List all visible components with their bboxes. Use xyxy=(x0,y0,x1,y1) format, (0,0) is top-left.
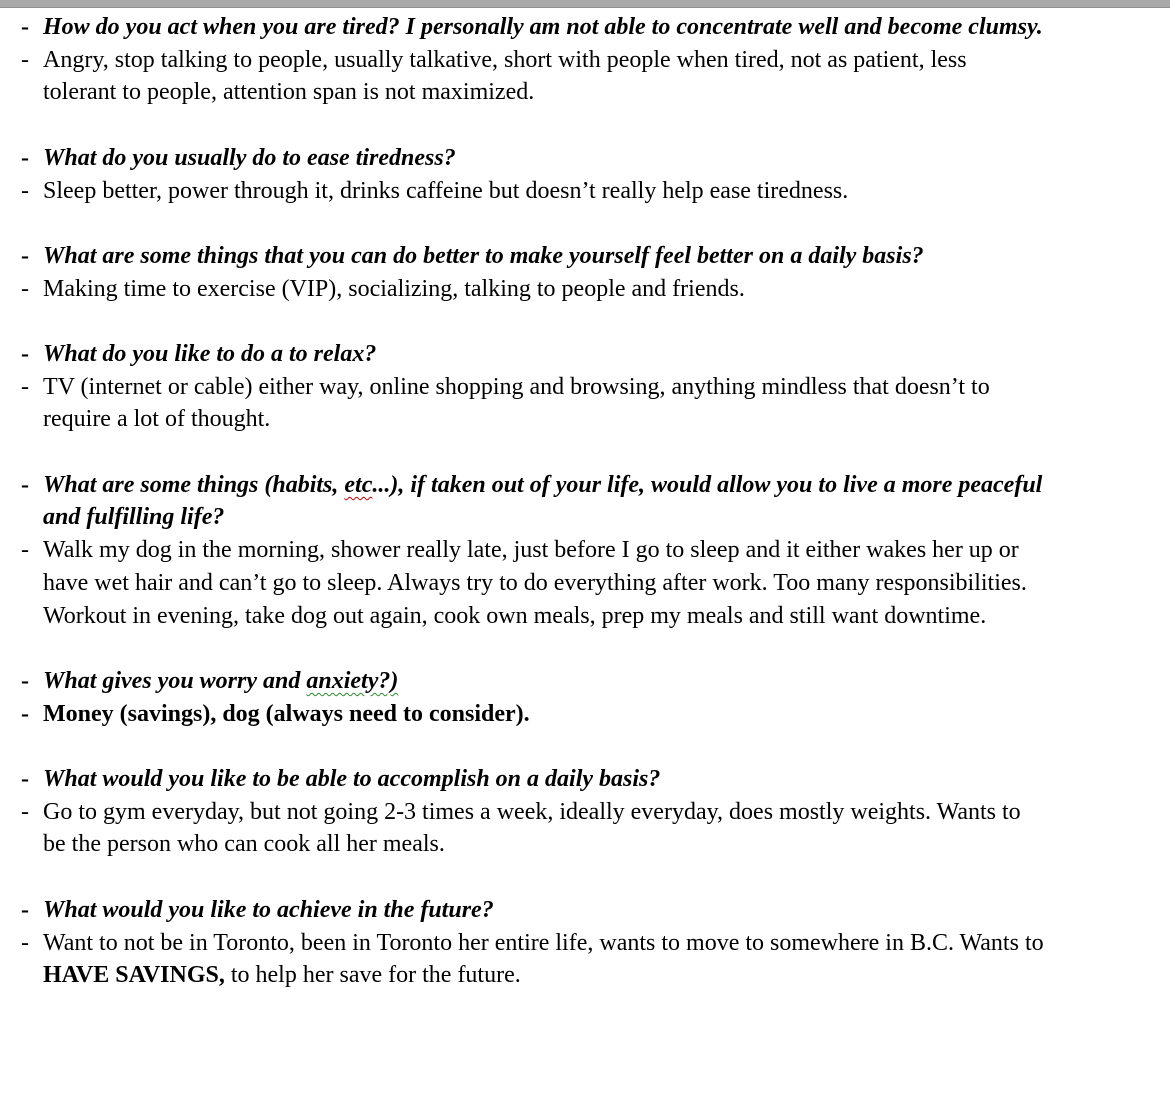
answer-text xyxy=(43,44,1045,109)
list-dash-marker: - xyxy=(21,896,29,923)
question-text xyxy=(43,142,1045,175)
answer-text xyxy=(43,796,1045,861)
text-run: What would you like to be able to accomplish on a daily basis? xyxy=(43,766,661,793)
text-run: Sleep better, power through it, drinks caffeine but doesn’t really help ease tiredness. xyxy=(43,177,849,204)
qa-group xyxy=(0,894,1170,992)
answer-text xyxy=(43,534,1045,632)
question-row xyxy=(0,894,1170,927)
text-run: Money (savings), dog (always need to consider). xyxy=(43,700,530,727)
qa-group xyxy=(0,11,1170,109)
qa-list xyxy=(0,11,1170,992)
list-dash-marker: - xyxy=(21,700,29,727)
qa-group xyxy=(0,469,1170,633)
list-dash-marker: - xyxy=(21,46,29,73)
question-row xyxy=(0,338,1170,371)
window-chrome-edge xyxy=(0,0,1170,8)
list-dash-marker: - xyxy=(21,275,29,302)
list-dash-marker: - xyxy=(21,667,29,694)
text-run: What gives you worry and xyxy=(43,667,307,694)
list-dash-marker: - xyxy=(21,471,29,498)
text-run: What are some things that you can do better to make yourself feel better on a daily basis? xyxy=(43,242,924,269)
question-row xyxy=(0,11,1170,44)
text-run: TV (internet or cable) either way, online shopping and browsing, anything mindless that doesn’t to require a lot of thought. xyxy=(43,373,990,433)
list-dash-marker: - xyxy=(21,14,29,40)
answer-text xyxy=(43,273,1045,306)
text-run: ...), if taken out of your life, would allow you to live a more peaceful and fulfilling life? xyxy=(43,471,1043,531)
text-run: Making time to exercise (VIP), socializing, talking to people and friends. xyxy=(43,275,745,302)
list-dash-marker: - xyxy=(21,340,29,367)
text-run: What are some things (habits, xyxy=(43,471,345,498)
question-row xyxy=(0,763,1170,796)
text-run: Walk my dog in the morning, shower really late, just before I go to sleep and it either wakes her up or have wet hair and can’t go to sleep. Always try to do everything after work. Too many responsibilities. Workout in evening, take dog out again, cook own meals, prep my meals and still want downtime. xyxy=(43,537,1027,629)
list-dash-marker: - xyxy=(21,144,29,171)
list-dash-marker: - xyxy=(21,242,29,269)
answer-row xyxy=(0,534,1170,632)
list-dash-marker: - xyxy=(21,798,29,825)
question-row xyxy=(0,665,1170,698)
question-row xyxy=(0,142,1170,175)
spellcheck-squiggle-text: etc xyxy=(344,471,373,498)
question-row xyxy=(0,469,1170,534)
answer-row xyxy=(0,44,1170,109)
text-run: What do you usually do to ease tiredness? xyxy=(43,144,456,171)
question-text xyxy=(43,763,1045,796)
answer-text xyxy=(43,371,1045,436)
list-dash-marker: - xyxy=(21,929,29,956)
qa-group xyxy=(0,763,1170,861)
list-dash-marker: - xyxy=(21,537,29,564)
answer-row xyxy=(0,927,1170,992)
text-run: What do you like to do a to relax? xyxy=(43,340,377,367)
text-run: What would you like to achieve in the future? xyxy=(43,896,494,923)
answer-row xyxy=(0,175,1170,208)
question-text xyxy=(43,894,1045,927)
question-text xyxy=(43,11,1045,44)
list-dash-marker: - xyxy=(21,373,29,400)
text-run: How do you act when you are tired? I personally am not able to concentrate well and become clumsy. xyxy=(43,14,1043,40)
answer-row xyxy=(0,698,1170,731)
text-run: Angry, stop talking to people, usually talkative, short with people when tired, not as patient, less tolerant to people, attention span is not maximized. xyxy=(43,46,967,106)
grammar-squiggle-text: anxiety?) xyxy=(306,667,399,694)
qa-group xyxy=(0,338,1170,436)
text-run: Go to gym everyday, but not going 2-3 times a week, ideally everyday, does mostly weights. Wants to be the person who can cook all her meals. xyxy=(43,798,1021,858)
answer-text xyxy=(43,927,1045,992)
qa-group xyxy=(0,240,1170,305)
question-text xyxy=(43,338,1045,371)
text-run: to help her save for the future. xyxy=(224,962,521,989)
answer-text xyxy=(43,175,1045,208)
question-row xyxy=(0,240,1170,273)
question-text xyxy=(43,469,1045,534)
text-run: Want to not be in Toronto, been in Toronto her entire life, wants to move to somewhere in B.C. Wants to xyxy=(43,929,1044,956)
qa-group xyxy=(0,665,1170,730)
question-text xyxy=(43,665,1045,698)
document-page xyxy=(0,8,1170,1045)
answer-row xyxy=(0,371,1170,436)
answer-row xyxy=(0,796,1170,861)
question-text xyxy=(43,240,1045,273)
qa-group xyxy=(0,142,1170,207)
answer-row xyxy=(0,273,1170,306)
list-dash-marker: - xyxy=(21,177,29,204)
list-dash-marker: - xyxy=(21,766,29,793)
answer-text xyxy=(43,698,1045,731)
text-run: HAVE SAVINGS, xyxy=(43,962,225,989)
